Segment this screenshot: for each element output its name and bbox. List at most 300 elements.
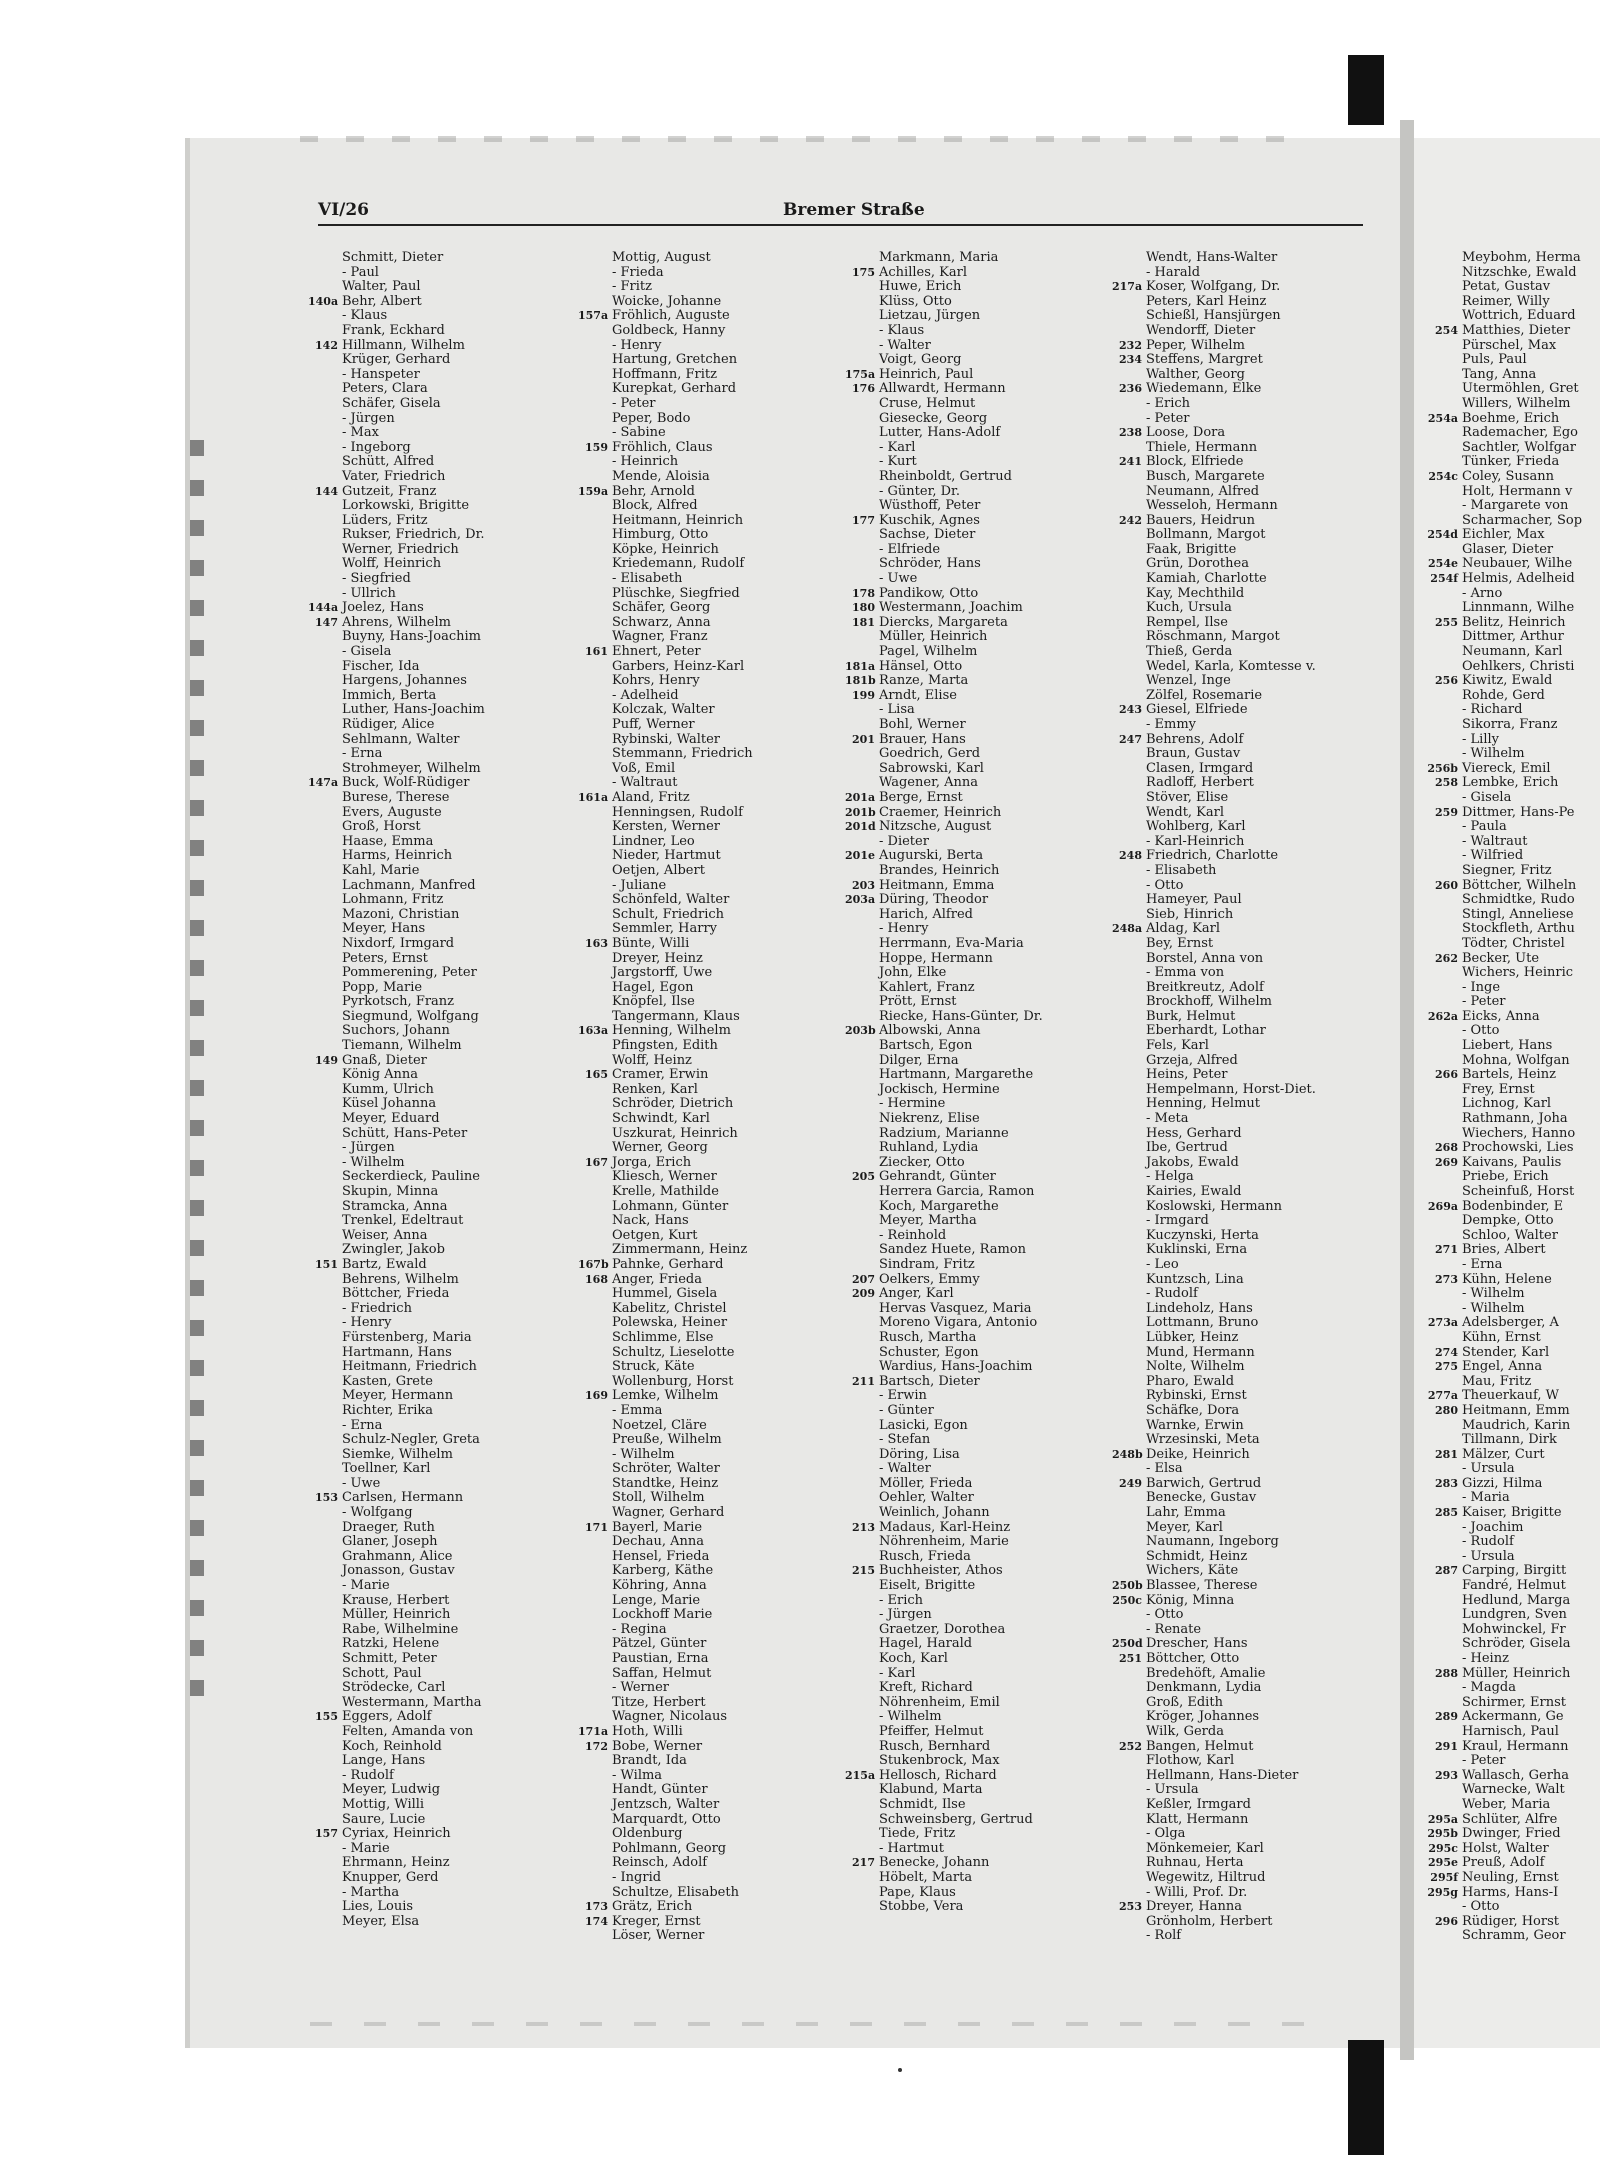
directory-entry — [1422, 514, 1600, 529]
directory-entry — [578, 1886, 843, 1901]
resident-name: Pommerening, Peter — [342, 965, 477, 981]
resident-name: Schmidt, Heinz — [1146, 1548, 1248, 1564]
resident-name: Hargens, Johannes — [342, 673, 467, 689]
directory-entry — [308, 1316, 573, 1331]
directory-entry — [578, 820, 843, 835]
resident-name: Augurski, Berta — [879, 848, 984, 864]
resident-name: Peters, Clara — [342, 381, 428, 397]
house-number — [845, 455, 878, 470]
house-number — [1112, 368, 1145, 383]
house-number — [845, 1827, 878, 1842]
header-rule — [318, 224, 1363, 226]
house-number — [578, 703, 611, 718]
resident-name: Trenkel, Edeltraut — [342, 1213, 464, 1229]
house-number: 201 — [852, 732, 875, 746]
directory-entry — [1112, 1112, 1377, 1127]
resident-name: - Wilhelm — [1462, 1286, 1525, 1302]
resident-name: Giesecke, Georg — [879, 410, 988, 426]
directory-entry — [308, 762, 573, 777]
resident-name: Sandez Huete, Ramon — [879, 1242, 1026, 1258]
house-number — [1112, 543, 1145, 558]
resident-name: - Willi, Prof. Dr. — [1146, 1884, 1248, 1900]
house-number — [845, 1360, 878, 1375]
house-number — [1422, 981, 1461, 996]
resident-name: - Erich — [1146, 395, 1191, 411]
house-number: 215 — [852, 1564, 875, 1578]
directory-column-4 — [1112, 251, 1377, 1944]
resident-name: - Ingeborg — [342, 439, 411, 455]
directory-entry — [1112, 251, 1377, 266]
directory-entry — [1112, 762, 1377, 777]
house-number — [845, 1097, 878, 1112]
house-number: 250d — [1112, 1637, 1143, 1651]
resident-name: Lohmann, Fritz — [342, 892, 444, 908]
resident-name: - Karl — [879, 439, 916, 455]
house-number — [578, 820, 611, 835]
resident-name: - Elfriede — [879, 541, 941, 557]
directory-entry — [845, 1316, 1110, 1331]
directory-entry — [578, 382, 843, 397]
directory-entry — [1422, 1316, 1600, 1331]
resident-name: - Ingrid — [612, 1869, 662, 1885]
resident-name: Behrens, Adolf — [1146, 731, 1244, 747]
resident-name: Schult, Friedrich — [612, 906, 725, 922]
resident-name: Benecke, Johann — [879, 1855, 990, 1871]
resident-name: - Elisabeth — [1146, 862, 1217, 878]
directory-entry — [1112, 616, 1377, 631]
directory-entry — [1112, 1783, 1377, 1798]
resident-name: Pfingsten, Edith — [612, 1038, 718, 1054]
house-number — [308, 806, 341, 821]
house-number — [308, 981, 341, 996]
directory-entry — [845, 1375, 1110, 1390]
house-number — [1422, 485, 1461, 500]
house-number — [308, 1740, 341, 1755]
directory-entry — [308, 1273, 573, 1288]
resident-name: - Klaus — [342, 308, 388, 324]
directory-entry — [578, 543, 843, 558]
house-number — [308, 1915, 341, 1930]
house-number — [845, 1200, 878, 1215]
directory-entry — [845, 922, 1110, 937]
house-number — [845, 1156, 878, 1171]
directory-entry — [308, 995, 573, 1010]
resident-name: Riecke, Hans-Günter, Dr. — [879, 1008, 1043, 1024]
house-number — [578, 1564, 611, 1579]
house-number: 213 — [852, 1520, 875, 1534]
house-number — [308, 1068, 341, 1083]
resident-name: Lietzau, Jürgen — [879, 308, 981, 324]
house-number — [1112, 572, 1145, 587]
resident-name: Helmis, Adelheid — [1462, 571, 1575, 587]
directory-entry — [845, 879, 1110, 894]
resident-name: Jockisch, Hermine — [879, 1081, 1000, 1097]
directory-entry — [1112, 937, 1377, 952]
house-number — [578, 1316, 611, 1331]
house-number — [1112, 791, 1145, 806]
resident-name: Schulz-Negler, Greta — [342, 1432, 480, 1448]
resident-name: - Magda — [1462, 1680, 1516, 1696]
resident-name: - Wilhelm — [1462, 1300, 1525, 1316]
directory-entry — [1112, 587, 1377, 602]
house-number: 273a — [1427, 1316, 1458, 1330]
directory-entry — [578, 1535, 843, 1550]
directory-entry — [1422, 1039, 1600, 1054]
directory-entry — [845, 426, 1110, 441]
house-number: 243 — [1119, 703, 1142, 717]
house-number — [308, 1010, 341, 1025]
house-number — [308, 1346, 341, 1361]
directory-entry — [1112, 1346, 1377, 1361]
directory-entry — [1422, 557, 1600, 572]
directory-entry — [308, 543, 573, 558]
resident-name: Dwinger, Fried — [1462, 1826, 1561, 1842]
resident-name: Meyer, Ludwig — [342, 1782, 441, 1798]
house-number — [1422, 703, 1461, 718]
resident-name: - Henry — [342, 1315, 392, 1331]
directory-entry — [308, 981, 573, 996]
resident-name: Schmitt, Dieter — [342, 250, 444, 265]
house-number: 181b — [845, 674, 876, 688]
resident-name: Kersten, Werner — [612, 819, 720, 835]
directory-entry — [1422, 1112, 1600, 1127]
resident-name: Schütt, Alfred — [342, 454, 435, 470]
resident-name: Rathmann, Joha — [1462, 1111, 1568, 1127]
house-number — [1422, 1097, 1461, 1112]
house-number — [1422, 835, 1461, 850]
directory-entry — [1422, 1258, 1600, 1273]
directory-entry — [845, 1448, 1110, 1463]
resident-name: Schmidt, Ilse — [879, 1796, 966, 1812]
directory-entry — [1422, 1360, 1600, 1375]
house-number — [1422, 689, 1461, 704]
resident-name: Ruhland, Lydia — [879, 1140, 979, 1156]
resident-name: Reimer, Willy — [1462, 293, 1550, 309]
directory-entry — [845, 995, 1110, 1010]
house-number — [1422, 966, 1461, 981]
resident-name: Fels, Karl — [1146, 1038, 1209, 1054]
house-number — [845, 1462, 878, 1477]
house-number — [308, 1214, 341, 1229]
directory-entry — [308, 1491, 573, 1506]
house-number — [845, 864, 878, 879]
house-number — [308, 1433, 341, 1448]
resident-name: - Waltraut — [1462, 833, 1528, 849]
house-number — [308, 1696, 341, 1711]
house-number — [578, 1448, 611, 1463]
resident-name: Koser, Wolfgang, Dr. — [1146, 279, 1281, 295]
house-number — [845, 1229, 878, 1244]
house-number — [845, 1783, 878, 1798]
resident-name: Koch, Reinhold — [342, 1738, 442, 1754]
resident-name: Scharmacher, Sop — [1462, 512, 1583, 528]
directory-entry — [578, 1010, 843, 1025]
resident-name: - Erna — [342, 1417, 383, 1433]
resident-name: Küsel Johanna — [342, 1096, 437, 1112]
resident-name: Linnmann, Wilhe — [1462, 600, 1575, 616]
resident-name: Engel, Anna — [1462, 1359, 1543, 1375]
house-number — [1112, 441, 1145, 456]
resident-name: John, Elke — [879, 965, 947, 981]
resident-name: Pfeiffer, Helmut — [879, 1723, 984, 1739]
house-number — [578, 1287, 611, 1302]
directory-entry — [845, 1229, 1110, 1244]
house-number — [1422, 747, 1461, 762]
resident-name: - Helga — [1146, 1169, 1194, 1185]
directory-entry — [845, 893, 1110, 908]
house-number — [1112, 1316, 1145, 1331]
resident-name: - Gisela — [342, 644, 392, 660]
resident-name: Tiemann, Wilhelm — [342, 1038, 462, 1054]
directory-entry — [308, 849, 573, 864]
house-number — [308, 762, 341, 777]
house-number: 269a — [1427, 1199, 1458, 1213]
directory-entry — [578, 251, 843, 266]
directory-entry — [578, 1419, 843, 1434]
house-number — [1422, 382, 1461, 397]
house-number — [578, 835, 611, 850]
resident-name: Wallasch, Gerha — [1462, 1767, 1570, 1783]
directory-column-3 — [845, 251, 1110, 1915]
house-number — [578, 280, 611, 295]
house-number — [578, 1813, 611, 1828]
resident-name: Nöhrenheim, Emil — [879, 1694, 1000, 1710]
resident-name: Groß, Horst — [342, 819, 421, 835]
house-number — [845, 1594, 878, 1609]
house-number — [308, 966, 341, 981]
house-number: 242 — [1119, 513, 1142, 527]
directory-entry — [1112, 995, 1377, 1010]
resident-name: Walter, Paul — [342, 279, 421, 295]
directory-entry — [845, 455, 1110, 470]
resident-name: Harms, Heinrich — [342, 848, 453, 864]
resident-name: Pape, Klaus — [879, 1884, 956, 1900]
house-number — [1422, 426, 1461, 441]
directory-entry — [578, 1214, 843, 1229]
directory-entry — [845, 1097, 1110, 1112]
house-number: 281 — [1435, 1447, 1458, 1461]
resident-name: Böttcher, Otto — [1146, 1651, 1240, 1666]
resident-name: - Adelheid — [612, 687, 679, 703]
house-number — [578, 1871, 611, 1886]
directory-entry — [578, 1915, 843, 1930]
house-number: 252 — [1119, 1739, 1142, 1753]
resident-name: Keßler, Irmgard — [1146, 1796, 1251, 1812]
directory-entry — [1112, 806, 1377, 821]
directory-entry — [308, 1083, 573, 1098]
page-number: VI/26 — [318, 200, 370, 220]
resident-name: Koslowski, Hermann — [1146, 1198, 1283, 1214]
resident-name: Weber, Maria — [1462, 1796, 1551, 1812]
directory-entry — [578, 733, 843, 748]
resident-name: Schönfeld, Walter — [612, 892, 730, 908]
house-number — [1112, 747, 1145, 762]
resident-name: Dilger, Erna — [879, 1052, 959, 1068]
directory-entry — [308, 791, 573, 806]
resident-name: Bartz, Ewald — [342, 1256, 427, 1272]
house-number: 268 — [1435, 1141, 1458, 1155]
directory-entry — [578, 514, 843, 529]
directory-entry — [578, 1258, 843, 1273]
directory-entry — [308, 1813, 573, 1828]
house-number — [845, 645, 878, 660]
directory-entry — [1422, 295, 1600, 310]
directory-entry — [1422, 703, 1600, 718]
house-number — [1422, 543, 1461, 558]
house-number — [578, 1462, 611, 1477]
house-number — [1112, 1039, 1145, 1054]
directory-entry — [308, 1375, 573, 1390]
directory-entry — [1422, 718, 1600, 733]
directory-entry — [308, 324, 573, 339]
house-number — [1112, 952, 1145, 967]
directory-entry — [1112, 1915, 1377, 1930]
house-number — [1422, 995, 1461, 1010]
directory-entry — [845, 1433, 1110, 1448]
directory-entry — [308, 966, 573, 981]
directory-entry — [578, 1521, 843, 1536]
house-number: 260 — [1435, 878, 1458, 892]
directory-entry — [1422, 908, 1600, 923]
directory-entry — [1112, 660, 1377, 675]
directory-entry — [578, 601, 843, 616]
resident-name: Fandré, Helmut — [1462, 1578, 1566, 1594]
resident-name: Viereck, Emil — [1462, 760, 1551, 776]
resident-name: Pandikow, Otto — [879, 585, 979, 601]
resident-name: Wottrich, Eduard — [1462, 308, 1576, 324]
resident-name: Wolff, Heinrich — [342, 556, 442, 572]
house-number — [845, 470, 878, 485]
resident-name: Glaser, Dieter — [1462, 541, 1554, 557]
directory-entry — [1422, 645, 1600, 660]
resident-name: - Reinhold — [879, 1227, 947, 1243]
directory-entry — [578, 718, 843, 733]
directory-entry — [578, 1783, 843, 1798]
directory-entry — [308, 1185, 573, 1200]
house-number — [1422, 1214, 1461, 1229]
resident-name: - Margarete von — [1462, 498, 1569, 514]
directory-entry — [1112, 514, 1377, 529]
resident-name: Wiedemann, Elke — [1146, 381, 1262, 397]
resident-name: - Frieda — [612, 264, 664, 280]
resident-name: Priebe, Erich — [1462, 1169, 1549, 1185]
house-number — [578, 1360, 611, 1375]
house-number — [1422, 937, 1461, 952]
resident-name: Clasen, Irmgard — [1146, 760, 1254, 776]
house-number — [845, 1419, 878, 1434]
house-number — [845, 1112, 878, 1127]
directory-entry — [578, 1316, 843, 1331]
resident-name: - Waltraut — [612, 775, 678, 791]
directory-entry — [1112, 1623, 1377, 1638]
directory-entry — [578, 587, 843, 602]
resident-name: - Hanspeter — [342, 366, 420, 382]
directory-entry — [1112, 1287, 1377, 1302]
resident-name: Kurepkat, Gerhard — [612, 381, 737, 397]
house-number: 147 — [315, 615, 338, 629]
directory-entry — [578, 689, 843, 704]
directory-entry — [578, 645, 843, 660]
directory-entry — [578, 1827, 843, 1842]
directory-entry — [308, 1564, 573, 1579]
resident-name: Schmidtke, Rudo — [1462, 892, 1575, 908]
house-number: 254a — [1427, 411, 1458, 425]
house-number: 203a — [845, 893, 876, 907]
directory-entry — [578, 324, 843, 339]
house-number — [308, 1316, 341, 1331]
resident-name: Tünker, Frieda — [1462, 454, 1560, 470]
house-number — [845, 441, 878, 456]
resident-name: Kröger, Johannes — [1146, 1709, 1260, 1725]
directory-entry — [845, 1273, 1110, 1288]
resident-name: Oldenburg — [612, 1826, 683, 1842]
house-number — [1112, 1243, 1145, 1258]
resident-name: - Gisela — [1462, 789, 1512, 805]
house-number — [308, 1667, 341, 1682]
house-number — [1112, 1886, 1145, 1901]
house-number — [1112, 1200, 1145, 1215]
directory-entry — [578, 1696, 843, 1711]
directory-entry — [308, 266, 573, 281]
directory-entry — [578, 879, 843, 894]
directory-entry — [845, 1477, 1110, 1492]
resident-name: - Wolfgang — [342, 1505, 413, 1521]
directory-entry — [1422, 572, 1600, 587]
resident-name: Mohwinckel, Fr — [1462, 1621, 1566, 1637]
directory-entry — [845, 806, 1110, 821]
resident-name: Sieb, Hinrich — [1146, 906, 1234, 922]
directory-entry — [845, 339, 1110, 354]
house-number — [845, 1550, 878, 1565]
house-number — [1422, 1170, 1461, 1185]
house-number: 295g — [1427, 1885, 1458, 1899]
house-number — [1422, 1535, 1461, 1550]
resident-name: Henning, Helmut — [1146, 1096, 1261, 1112]
resident-name: Herrmann, Eva-Maria — [879, 935, 1024, 951]
house-number — [845, 1404, 878, 1419]
house-number: 238 — [1119, 426, 1142, 440]
resident-name: - Friedrich — [342, 1300, 412, 1316]
resident-name: Loose, Dora — [1146, 425, 1226, 441]
resident-name: Breitkreutz, Adolf — [1146, 979, 1264, 995]
house-number — [308, 1608, 341, 1623]
house-number — [578, 1769, 611, 1784]
house-number — [845, 543, 878, 558]
house-number: 217 — [852, 1856, 875, 1870]
directory-entry — [308, 1725, 573, 1740]
resident-name: Grzeja, Alfred — [1146, 1052, 1238, 1068]
directory-entry — [845, 733, 1110, 748]
resident-name: Stockfleth, Arthu — [1462, 921, 1575, 937]
resident-name: Lahr, Emma — [1146, 1505, 1226, 1521]
directory-entry — [845, 1054, 1110, 1069]
resident-name: Ruhnau, Herta — [1146, 1855, 1244, 1871]
directory-entry — [845, 1185, 1110, 1200]
directory-entry — [308, 1754, 573, 1769]
directory-entry — [845, 1112, 1110, 1127]
resident-name: Rüdiger, Horst — [1462, 1913, 1559, 1929]
directory-entry — [1112, 1229, 1377, 1244]
directory-entry — [1112, 1039, 1377, 1054]
resident-name: Luther, Hans-Joachim — [342, 702, 485, 718]
resident-name: Seckerdieck, Pauline — [342, 1169, 480, 1185]
resident-name: Wenzel, Inge — [1146, 673, 1231, 689]
house-number — [845, 1331, 878, 1346]
resident-name: Schröder, Hans — [879, 556, 981, 572]
resident-name: Toellner, Karl — [342, 1461, 431, 1477]
house-number — [578, 674, 611, 689]
resident-name: Strödecke, Carl — [342, 1680, 446, 1696]
